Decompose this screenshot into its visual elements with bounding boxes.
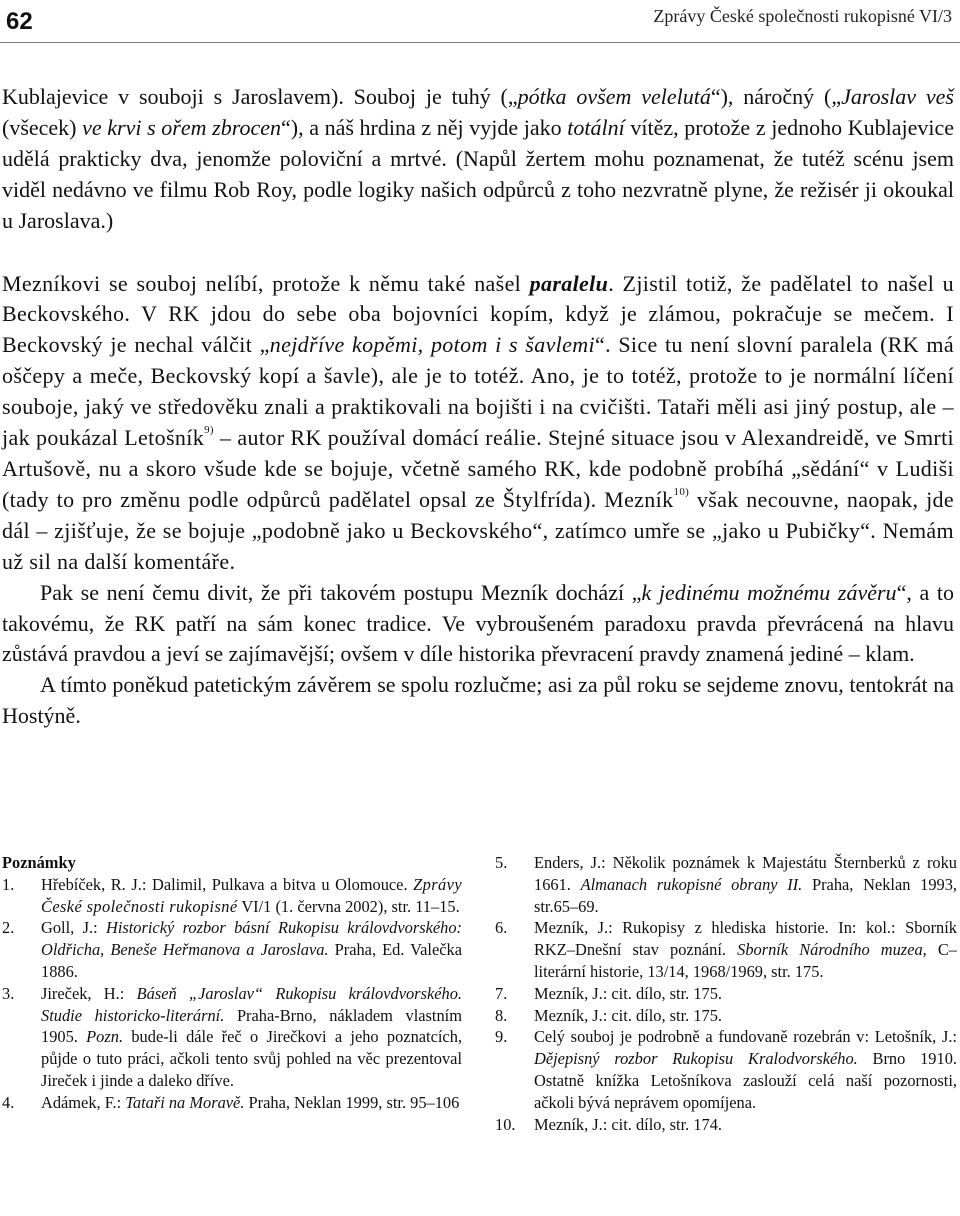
footnote-ref-10: 10)	[673, 485, 690, 498]
note-number: 10.	[495, 1114, 516, 1134]
note-text: bude-li dále řeč o Jirečkovi a jeho poznatcích, půjde o tuto práci, ačkoli tento svůj pohled na věc prezentoval Jireček i jinde a daleko dříve.	[41, 1027, 462, 1090]
notes-column-left	[2, 852, 462, 1114]
note-text: Brno 1910. Ostatně knížka Letošníkova zaslouží celá naší pozornosti, ačkoli bývá neprávem opomíjena.	[534, 1049, 957, 1112]
text-run: Kublajevice v souboji s Jaroslavem). Souboj je tuhý („	[2, 84, 518, 109]
note-text: Celý souboj je podrobně a fundovaně rozebrán v: Letošník, J.:	[534, 1027, 957, 1047]
text-run: Mezníkovi se souboj nelíbí, protože k němu také našel	[2, 270, 530, 296]
note-1	[2, 874, 462, 918]
note-italic: Tataři na Moravě.	[125, 1092, 245, 1112]
paragraph-4: A tímto poněkud patetickým závěrem se spolu rozlučme; asi za půl roku se sejdeme znovu, tentokrát na Hostýně.	[2, 672, 954, 729]
page-number: 62	[6, 8, 33, 35]
note-number: 3.	[2, 983, 15, 1003]
note-text: Mezník, J.: cit. dílo, str. 175.	[534, 1005, 723, 1025]
notes-heading: Poznámky	[2, 853, 76, 872]
paragraph-gap	[2, 237, 954, 269]
text-run: vítěz, protože z jednoho Kublajevice udělá prakticky dva, jenomže poloviční a mrtvé. (Napůl žertem mohu poznamenat, že tutéž scénu jsem viděl nedávno ve filmu Rob Roy, podle logiky našich odpůrců z toho nezvratně plyne, že režisér ji okoukal u Jaroslava.)	[2, 114, 954, 233]
note-number: 9.	[495, 1027, 508, 1047]
note-3	[2, 983, 462, 1092]
quote-italic: nejdříve kopěmi, potom i s šavlemi	[269, 332, 595, 358]
note-text: C–literární historie, 13/14, 1968/1969, str. 175.	[534, 940, 958, 981]
quote-italic: Jaroslav veš	[841, 84, 954, 109]
note-italic: Báseň „Jaroslav“ Rukopisu královdvorského. Studie historicko-literární.	[41, 983, 462, 1025]
note-italic: Pozn.	[86, 1027, 124, 1047]
note-4	[2, 1092, 462, 1114]
note-number: 4.	[2, 1092, 15, 1112]
text-run: “, a to takovému, že RK patří na sám konec tradice. Ve vybroušeném paradoxu pravda převrácená na hlavu zůstává pravdou a jeví se zajímavější; ovšem v díle historika převracení pravdy znamená jediné – klam.	[2, 579, 954, 667]
note-5	[495, 852, 957, 917]
note-text: Praha-Brno, nákladem vlastním 1905.	[41, 1005, 462, 1047]
note-italic: Almanach rukopisné obrany II.	[580, 874, 803, 894]
note-text: Enders, J.: Několik poznámek k Majestátu Šternberků z roku 1661.	[534, 853, 957, 894]
journal-title: Zprávy České společnosti rukopisné VI/3	[653, 6, 952, 26]
article-body	[2, 82, 954, 732]
note-text: Adámek, F.:	[41, 1092, 126, 1112]
emphasis-italic: totální	[567, 114, 625, 140]
quote-italic: k jedinému možnému závěru	[641, 579, 897, 605]
paragraph-1	[2, 82, 954, 237]
text-run: “), a náš hrdina z něj vyjde jako	[280, 114, 568, 140]
note-text: Jireček, H.:	[41, 983, 137, 1003]
note-7	[495, 983, 957, 1005]
text-run: však necouvne, naopak, jde dál – zjišťuje, že se bojuje „podobně jako u Beckovského“, zatímco umře se „jako u Pubičky“. Nemám už sil na další komentáře.	[2, 486, 954, 574]
notes-column-right	[495, 852, 957, 1135]
note-text: Hřebíček, R. J.: Dalimil, Pulkava a bitva u Olomouce.	[41, 874, 414, 894]
footnote-ref-9: 9)	[204, 424, 214, 437]
text-run: – autor RK používal domácí reálie. Stejné situace jsou v Alexandreidě, ve Smrti Artušově, nu a skoro všude kde se bojuje, včetně samého RK, kde podobně probíhá „sědání“ v Ludiši (tady to pro změnu podle odpůrců padělatel opsal ze Štylfrída). Mezník	[2, 425, 955, 512]
paragraph-3	[2, 578, 954, 671]
note-10	[495, 1114, 957, 1136]
note-italic: Zprávy České společnosti rukopisné	[41, 874, 462, 916]
header-rule	[0, 42, 960, 43]
note-8	[495, 1005, 957, 1027]
note-italic: Historický rozbor básní Rukopisu královdvorského: Oldřicha, Beneše Heřmanova a Jaroslava.	[41, 918, 462, 960]
text-run: Pak se není čemu divit, že při takovém postupu Mezník dochází „	[40, 579, 642, 605]
note-text: Praha, Ed. Valečka 1886.	[41, 940, 462, 981]
emphasis-bold-italic: paralelu	[529, 270, 609, 296]
note-italic: Sborník Národního muzea,	[737, 940, 927, 960]
note-9	[495, 1026, 957, 1113]
note-number: 7.	[495, 983, 508, 1003]
note-2	[2, 917, 462, 982]
text-run: . Zjistil totiž, že padělatel to našel u Beckovského. V RK jdou do sebe oba bojovníci kopím, když je zlámou, pokračuje se mečem. I Beckovský je nechal válčit „	[2, 270, 954, 358]
text-run: “. Sice tu není slovní paralela (RK má oščepy a meče, Beckovský kopí a šavle), ale je to totéž. Ano, je to totéž, protože to je normální líčení souboje, jaký ve středověku znali a praktikovali na bojišti i na cvičišti. Tataři měli asi jiný postup, ale – jak poukázal Letošník	[2, 332, 955, 451]
note-text: Mezník, J.: cit. dílo, str. 174.	[534, 1114, 723, 1134]
quote-italic: ve krvi s ořem zbrocen	[82, 114, 281, 140]
note-number: 1.	[2, 874, 15, 894]
paragraph-2	[2, 269, 954, 578]
note-number: 8.	[495, 1005, 508, 1025]
note-number: 2.	[2, 918, 15, 938]
text-run: “), náročný („	[710, 84, 842, 109]
note-text: Praha, Neklan 1999, str. 95–106	[244, 1092, 460, 1112]
note-italic: Dějepisný rozbor Rukopisu Kralodvorského.	[534, 1049, 858, 1069]
text-run: (všecek)	[2, 114, 83, 140]
note-text: Mezník, J.: cit. dílo, str. 175.	[534, 983, 723, 1003]
note-text: VI/1 (1. června 2002), str. 11–15.	[237, 896, 460, 916]
note-number: 5.	[495, 853, 508, 872]
note-text: Mezník, J.: Rukopisy z hlediska historie. In: kol.: Sborník RKZ–Dnešní stav poznání.	[534, 918, 957, 960]
note-text: Goll, J.:	[41, 918, 106, 938]
note-6	[495, 917, 957, 982]
quote-italic: pótka ovšem velelutá	[517, 84, 711, 109]
note-number: 6.	[495, 918, 508, 938]
note-text: Praha, Neklan 1993, str.65–69.	[534, 874, 958, 916]
